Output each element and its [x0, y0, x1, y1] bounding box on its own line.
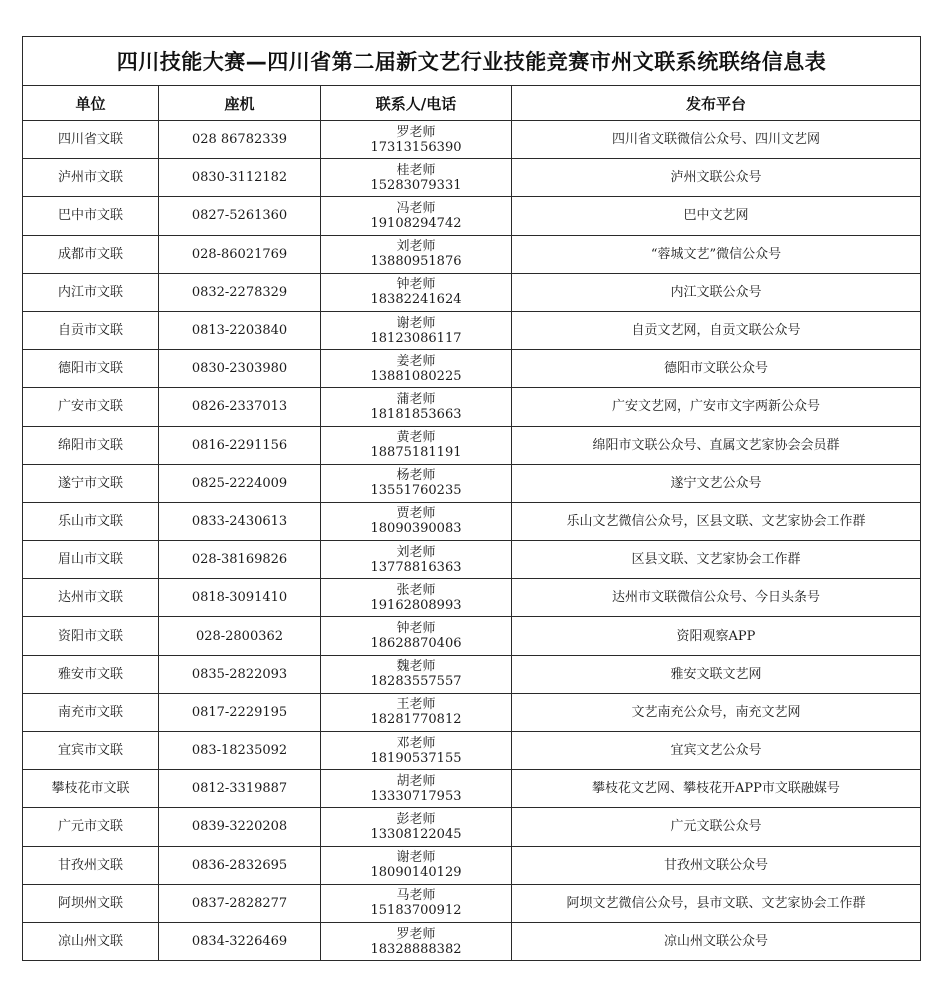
- contact-name: 彭老师: [396, 811, 436, 827]
- platform-cell: 广安文艺网，广安市文字两新公众号: [512, 388, 921, 426]
- contact-name: 桂老师: [396, 162, 436, 178]
- contact-name: 谢老师: [396, 850, 436, 866]
- contact-cell: [321, 273, 512, 311]
- landline-cell: 0825-2224009: [159, 464, 321, 502]
- contact-phone: 15183700912: [370, 903, 462, 919]
- contact-cell: [321, 311, 512, 349]
- landline-cell: 0835-2822093: [159, 655, 321, 693]
- contact-cell: [321, 732, 512, 770]
- contact-name: 胡老师: [396, 773, 436, 789]
- header-row: [23, 86, 921, 121]
- unit-cell: 自贡市文联: [23, 311, 159, 349]
- contact-name: 罗老师: [396, 124, 436, 140]
- table-row: [23, 655, 921, 693]
- unit-cell: 凉山州文联: [23, 922, 159, 960]
- platform-cell: 泸州文联公众号: [512, 159, 921, 197]
- table-row: [23, 617, 921, 655]
- column-header-landline: 座机: [159, 86, 321, 121]
- landline-cell: 0830-2303980: [159, 350, 321, 388]
- table-row: [23, 388, 921, 426]
- unit-cell: 攀枝花市文联: [23, 770, 159, 808]
- contact-phone: 18875181191: [370, 445, 462, 461]
- contact-phone: 18090390083: [370, 521, 462, 537]
- platform-cell: 文艺南充公众号，南充文艺网: [512, 693, 921, 731]
- unit-cell: 宜宾市文联: [23, 732, 159, 770]
- landline-cell: 0832-2278329: [159, 273, 321, 311]
- platform-cell: 德阳市文联公众号: [512, 350, 921, 388]
- landline-cell: 0833-2430613: [159, 502, 321, 540]
- contact-cell: [321, 502, 512, 540]
- contact-phone: 18090140129: [370, 865, 462, 881]
- platform-cell: 广元文联公众号: [512, 808, 921, 846]
- platform-cell: 自贡文艺网，自贡文联公众号: [512, 311, 921, 349]
- contact-name: 邓老师: [396, 735, 436, 751]
- platform-cell: 四川省文联微信公众号、四川文艺网: [512, 121, 921, 159]
- landline-cell: 0818-3091410: [159, 579, 321, 617]
- unit-cell: 达州市文联: [23, 579, 159, 617]
- table-row: [23, 732, 921, 770]
- contact-name: 蒲老师: [396, 391, 436, 407]
- contact-cell: [321, 655, 512, 693]
- table-row: [23, 273, 921, 311]
- contact-phone: 18190537155: [370, 750, 462, 766]
- unit-cell: 德阳市文联: [23, 350, 159, 388]
- contact-phone: 18281770812: [370, 712, 462, 728]
- landline-cell: 028-86021769: [159, 235, 321, 273]
- table-row: [23, 808, 921, 846]
- unit-cell: 泸州市文联: [23, 159, 159, 197]
- contact-cell: [321, 884, 512, 922]
- landline-cell: 083-18235092: [159, 732, 321, 770]
- contact-info-table: [22, 36, 921, 961]
- table-row: [23, 426, 921, 464]
- landline-cell: 0817-2229195: [159, 693, 321, 731]
- platform-cell: 甘孜州文联公众号: [512, 846, 921, 884]
- platform-cell: 达州市文联微信公众号、今日头条号: [512, 579, 921, 617]
- unit-cell: 甘孜州文联: [23, 846, 159, 884]
- unit-cell: 成都市文联: [23, 235, 159, 273]
- unit-cell: 内江市文联: [23, 273, 159, 311]
- platform-cell: 绵阳市文联公众号、直属文艺家协会会员群: [512, 426, 921, 464]
- contact-cell: [321, 541, 512, 579]
- contact-name: 王老师: [396, 697, 436, 713]
- contact-cell: [321, 159, 512, 197]
- unit-cell: 眉山市文联: [23, 541, 159, 579]
- table-row: [23, 121, 921, 159]
- contact-name: 马老师: [396, 888, 436, 904]
- unit-cell: 阿坝州文联: [23, 884, 159, 922]
- contact-cell: [321, 121, 512, 159]
- table-row: [23, 884, 921, 922]
- contact-name: 钟老师: [396, 621, 436, 637]
- contact-name: 冯老师: [396, 200, 436, 216]
- landline-cell: 0837-2828277: [159, 884, 321, 922]
- contact-phone: 18628870406: [370, 636, 462, 652]
- platform-cell: 区县文联、文艺家协会工作群: [512, 541, 921, 579]
- contact-phone: 18283557557: [370, 674, 462, 690]
- unit-cell: 四川省文联: [23, 121, 159, 159]
- info-table-sheet: [22, 36, 920, 961]
- contact-cell: [321, 197, 512, 235]
- table-title: 四川技能大赛—四川省第二届新文艺行业技能竞赛市州文联系统联络信息表: [23, 37, 921, 86]
- contact-name: 罗老师: [396, 926, 436, 942]
- contact-phone: 18123086117: [370, 330, 462, 346]
- table-row: [23, 159, 921, 197]
- unit-cell: 绵阳市文联: [23, 426, 159, 464]
- landline-cell: 0834-3226469: [159, 922, 321, 960]
- landline-cell: 0816-2291156: [159, 426, 321, 464]
- contact-phone: 13880951876: [370, 254, 462, 270]
- contact-phone: 18181853663: [370, 406, 462, 422]
- unit-cell: 广安市文联: [23, 388, 159, 426]
- contact-phone: 18382241624: [370, 292, 462, 308]
- contact-name: 贾老师: [396, 506, 436, 522]
- contact-cell: [321, 770, 512, 808]
- landline-cell: 0826-2337013: [159, 388, 321, 426]
- table-row: [23, 350, 921, 388]
- landline-cell: 0839-3220208: [159, 808, 321, 846]
- table-row: [23, 311, 921, 349]
- landline-cell: 028-2800362: [159, 617, 321, 655]
- unit-cell: 遂宁市文联: [23, 464, 159, 502]
- contact-cell: [321, 579, 512, 617]
- contact-name: 刘老师: [396, 239, 436, 255]
- contact-name: 魏老师: [396, 659, 436, 675]
- platform-cell: 宜宾文艺公众号: [512, 732, 921, 770]
- contact-cell: [321, 235, 512, 273]
- unit-cell: 南充市文联: [23, 693, 159, 731]
- column-header-contact: 联系人/电话: [321, 86, 512, 121]
- table-row: [23, 502, 921, 540]
- contact-cell: [321, 388, 512, 426]
- contact-phone: 19162808993: [370, 597, 462, 613]
- contact-name: 杨老师: [396, 468, 436, 484]
- unit-cell: 广元市文联: [23, 808, 159, 846]
- landline-cell: 0830-3112182: [159, 159, 321, 197]
- landline-cell: 028 86782339: [159, 121, 321, 159]
- column-header-unit: 单位: [23, 86, 159, 121]
- platform-cell: “蓉城文艺”微信公众号: [512, 235, 921, 273]
- contact-phone: 13551760235: [370, 483, 462, 499]
- contact-cell: [321, 426, 512, 464]
- landline-cell: 0813-2203840: [159, 311, 321, 349]
- table-row: [23, 693, 921, 731]
- contact-phone: 19108294742: [370, 215, 462, 231]
- contact-name: 黄老师: [396, 430, 436, 446]
- platform-cell: 雅安文联文艺网: [512, 655, 921, 693]
- table-row: [23, 235, 921, 273]
- contact-phone: 18328888382: [370, 941, 462, 957]
- contact-phone: 13308122045: [370, 826, 462, 842]
- contact-phone: 13330717953: [370, 788, 462, 804]
- contact-cell: [321, 350, 512, 388]
- table-row: [23, 922, 921, 960]
- platform-cell: 内江文联公众号: [512, 273, 921, 311]
- platform-cell: 凉山州文联公众号: [512, 922, 921, 960]
- contact-phone: 13778816363: [370, 559, 462, 575]
- table-body: [23, 121, 921, 961]
- unit-cell: 资阳市文联: [23, 617, 159, 655]
- contact-phone: 15283079331: [370, 177, 462, 193]
- landline-cell: 0812-3319887: [159, 770, 321, 808]
- contact-cell: [321, 464, 512, 502]
- contact-name: 姜老师: [396, 353, 436, 369]
- column-header-platform: 发布平台: [512, 86, 921, 121]
- contact-cell: [321, 617, 512, 655]
- landline-cell: 028-38169826: [159, 541, 321, 579]
- platform-cell: 攀枝花文艺网、攀枝花开APP市文联融媒号: [512, 770, 921, 808]
- table-row: [23, 846, 921, 884]
- landline-cell: 0836-2832695: [159, 846, 321, 884]
- table-row: [23, 197, 921, 235]
- contact-cell: [321, 922, 512, 960]
- contact-name: 刘老师: [396, 544, 436, 560]
- table-row: [23, 770, 921, 808]
- platform-cell: 资阳观察APP: [512, 617, 921, 655]
- contact-name: 谢老师: [396, 315, 436, 331]
- platform-cell: 阿坝文艺微信公众号，县市文联、文艺家协会工作群: [512, 884, 921, 922]
- contact-cell: [321, 808, 512, 846]
- landline-cell: 0827-5261360: [159, 197, 321, 235]
- contact-cell: [321, 693, 512, 731]
- contact-phone: 17313156390: [370, 139, 462, 155]
- unit-cell: 乐山市文联: [23, 502, 159, 540]
- unit-cell: 雅安市文联: [23, 655, 159, 693]
- platform-cell: 巴中文艺网: [512, 197, 921, 235]
- contact-cell: [321, 846, 512, 884]
- contact-name: 钟老师: [396, 277, 436, 293]
- table-row: [23, 579, 921, 617]
- table-row: [23, 541, 921, 579]
- contact-phone: 13881080225: [370, 368, 462, 384]
- contact-name: 张老师: [396, 582, 436, 598]
- unit-cell: 巴中市文联: [23, 197, 159, 235]
- table-row: [23, 464, 921, 502]
- platform-cell: 乐山文艺微信公众号，区县文联、文艺家协会工作群: [512, 502, 921, 540]
- platform-cell: 遂宁文艺公众号: [512, 464, 921, 502]
